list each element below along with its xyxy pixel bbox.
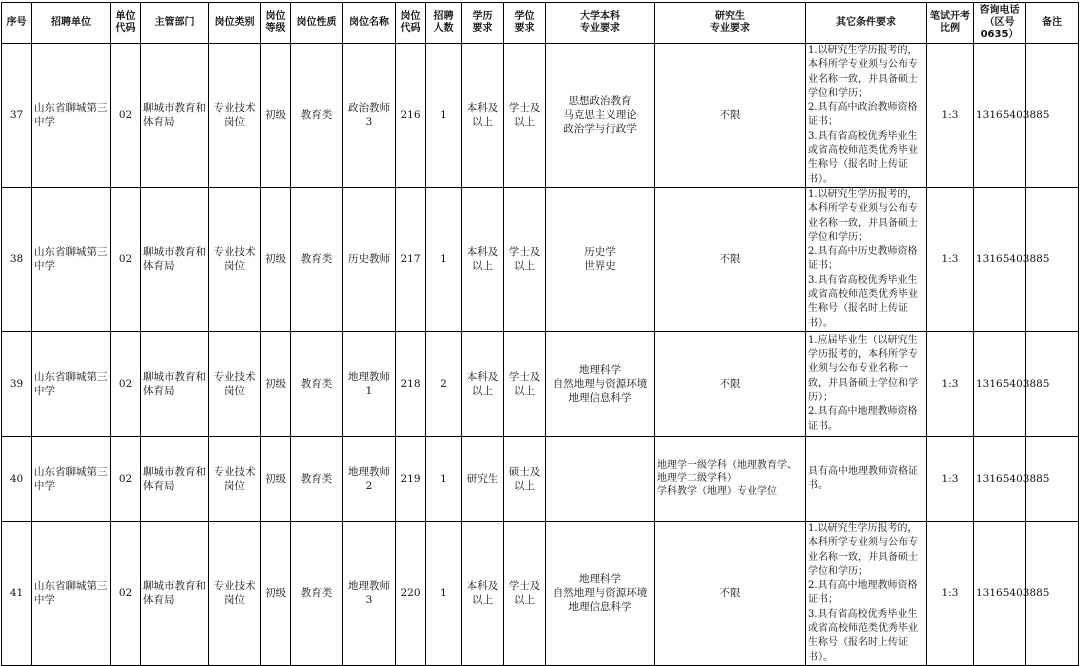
table-row — [2, 187, 1079, 331]
cell-count: 1 — [426, 187, 462, 331]
cell-other: 1.以研究生学历报考的，本科所学专业须与公布专业名称一致，并具备硕士学位和学历； 2.具有高中政治教师资格证书； 3.具有省高校优秀毕业生或省高校师范类优秀毕业生称号（报名时上传证书）。 — [806, 44, 927, 188]
cell-count: 1 — [426, 436, 462, 521]
cell-post-category: 专业技术岗位 — [209, 331, 261, 436]
cell-phone: 13165403885 — [974, 187, 1026, 331]
cell-undergrad-major: 地理科学 自然地理与资源环境 地理信息科学 — [546, 331, 655, 436]
cell-unit: 山东省聊城第三中学 — [32, 521, 111, 665]
header-other: 其它条件要求 — [806, 3, 927, 44]
cell-unit-code: 02 — [111, 521, 141, 665]
header-post-code: 岗位 代码 — [396, 3, 426, 44]
cell-other: 1.应届毕业生（以研究生学历报考的，本科所学专业须与公布专业名称一致，并具备硕士学位和学历）； 2.具有高中地理教师资格证书。 — [806, 331, 927, 436]
cell-post-nature: 教育类 — [291, 44, 343, 188]
cell-unit-code: 02 — [111, 436, 141, 521]
cell-unit: 山东省聊城第三中学 — [32, 44, 111, 188]
header-degree: 学位 要求 — [504, 3, 546, 44]
cell-post-nature: 教育类 — [291, 436, 343, 521]
cell-post-category: 专业技术岗位 — [209, 187, 261, 331]
cell-degree: 学士及以上 — [504, 331, 546, 436]
cell-other: 具有高中地理教师资格证书。 — [806, 436, 927, 521]
header-undergrad-major: 大学本科 专业要求 — [546, 3, 655, 44]
cell-post-code: 219 — [396, 436, 426, 521]
header-seq: 序号 — [2, 3, 32, 44]
cell-dept: 聊城市教育和体育局 — [141, 436, 209, 521]
cell-unit-code: 02 — [111, 331, 141, 436]
cell-post-level: 初级 — [261, 187, 291, 331]
cell-degree: 硕士及以上 — [504, 436, 546, 521]
cell-degree: 学士及以上 — [504, 521, 546, 665]
cell-undergrad-major: 思想政治教育 马克思主义理论 政治学与行政学 — [546, 44, 655, 188]
header-post-name: 岗位名称 — [343, 3, 396, 44]
cell-post-name: 历史教师 — [343, 187, 396, 331]
cell-post-nature: 教育类 — [291, 521, 343, 665]
cell-undergrad-major: 地理科学 自然地理与资源环境 地理信息科学 — [546, 521, 655, 665]
cell-post-nature: 教育类 — [291, 187, 343, 331]
cell-post-name: 地理教师3 — [343, 521, 396, 665]
cell-unit: 山东省聊城第三中学 — [32, 187, 111, 331]
cell-seq: 41 — [2, 521, 32, 665]
cell-post-code: 217 — [396, 187, 426, 331]
cell-ratio: 1:3 — [927, 331, 974, 436]
cell-ratio: 1:3 — [927, 521, 974, 665]
cell-grad-major: 不限 — [655, 521, 806, 665]
header-note: 备注 — [1026, 3, 1079, 44]
cell-post-level: 初级 — [261, 436, 291, 521]
header-grad-major: 研究生 专业要求 — [655, 3, 806, 44]
cell-count: 1 — [426, 44, 462, 188]
cell-seq: 37 — [2, 44, 32, 188]
table-row — [2, 521, 1079, 665]
cell-post-level: 初级 — [261, 521, 291, 665]
cell-post-level: 初级 — [261, 44, 291, 188]
header-ratio: 笔试开考 比例 — [927, 3, 974, 44]
cell-post-nature: 教育类 — [291, 331, 343, 436]
cell-unit-code: 02 — [111, 44, 141, 188]
cell-unit: 山东省聊城第三中学 — [32, 331, 111, 436]
cell-post-name: 地理教师2 — [343, 436, 396, 521]
cell-education: 本科及以上 — [462, 187, 504, 331]
cell-phone: 13165403885 — [974, 44, 1026, 188]
cell-seq: 38 — [2, 187, 32, 331]
cell-seq: 39 — [2, 331, 32, 436]
cell-education: 本科及以上 — [462, 331, 504, 436]
header-post-level: 岗位 等级 — [261, 3, 291, 44]
header-row — [2, 3, 1079, 44]
header-unit: 招聘单位 — [32, 3, 111, 44]
cell-degree: 学士及以上 — [504, 44, 546, 188]
cell-education: 本科及以上 — [462, 44, 504, 188]
cell-phone: 13165403885 — [974, 436, 1026, 521]
cell-post-code: 216 — [396, 44, 426, 188]
cell-grad-major: 不限 — [655, 331, 806, 436]
cell-unit: 山东省聊城第三中学 — [32, 436, 111, 521]
cell-other: 1.以研究生学历报考的，本科所学专业须与公布专业名称一致，并具备硕士学位和学历； 2.具有高中历史教师资格证书； 3.具有省高校优秀毕业生或省高校师范类优秀毕业生称号（报名时上传证书）。 — [806, 187, 927, 331]
header-phone: 咨询电话 （区号 0635） — [974, 3, 1026, 44]
table-row — [2, 44, 1079, 188]
cell-ratio: 1:3 — [927, 187, 974, 331]
cell-phone: 13165403885 — [974, 521, 1026, 665]
header-post-category: 岗位类别 — [209, 3, 261, 44]
cell-post-code: 220 — [396, 521, 426, 665]
cell-grad-major: 不限 — [655, 44, 806, 188]
cell-post-name: 地理教师1 — [343, 331, 396, 436]
cell-post-category: 专业技术岗位 — [209, 436, 261, 521]
cell-post-level: 初级 — [261, 331, 291, 436]
cell-grad-major: 地理学一级学科（地理教育学、地理学二级学科） 学科教学（地理）专业学位 — [655, 436, 806, 521]
cell-count: 2 — [426, 331, 462, 436]
cell-post-code: 218 — [396, 331, 426, 436]
cell-undergrad-major — [546, 436, 655, 521]
cell-dept: 聊城市教育和体育局 — [141, 44, 209, 188]
cell-grad-major: 不限 — [655, 187, 806, 331]
cell-undergrad-major: 历史学 世界史 — [546, 187, 655, 331]
cell-ratio: 1:3 — [927, 436, 974, 521]
table-row — [2, 436, 1079, 521]
cell-education: 研究生 — [462, 436, 504, 521]
cell-ratio: 1:3 — [927, 44, 974, 188]
cell-dept: 聊城市教育和体育局 — [141, 331, 209, 436]
cell-count: 1 — [426, 521, 462, 665]
table-row — [2, 331, 1079, 436]
header-post-nature: 岗位性质 — [291, 3, 343, 44]
cell-post-category: 专业技术岗位 — [209, 44, 261, 188]
header-dept: 主管部门 — [141, 3, 209, 44]
cell-post-name: 政治教师3 — [343, 44, 396, 188]
cell-seq: 40 — [2, 436, 32, 521]
cell-degree: 学士及以上 — [504, 187, 546, 331]
cell-dept: 聊城市教育和体育局 — [141, 187, 209, 331]
cell-other: 1.以研究生学历报考的，本科所学专业须与公布专业名称一致，并具备硕士学位和学历； 2.具有高中地理教师资格证书； 3.具有省高校优秀毕业生或省高校师范类优秀毕业生称号（报名时上传证书）。 — [806, 521, 927, 665]
cell-education: 本科及以上 — [462, 521, 504, 665]
header-unit-code: 单位 代码 — [111, 3, 141, 44]
cell-unit-code: 02 — [111, 187, 141, 331]
recruitment-table — [1, 2, 1079, 666]
header-count: 招聘 人数 — [426, 3, 462, 44]
cell-post-category: 专业技术岗位 — [209, 521, 261, 665]
cell-dept: 聊城市教育和体育局 — [141, 521, 209, 665]
cell-phone: 13165403885 — [974, 331, 1026, 436]
header-education: 学历 要求 — [462, 3, 504, 44]
